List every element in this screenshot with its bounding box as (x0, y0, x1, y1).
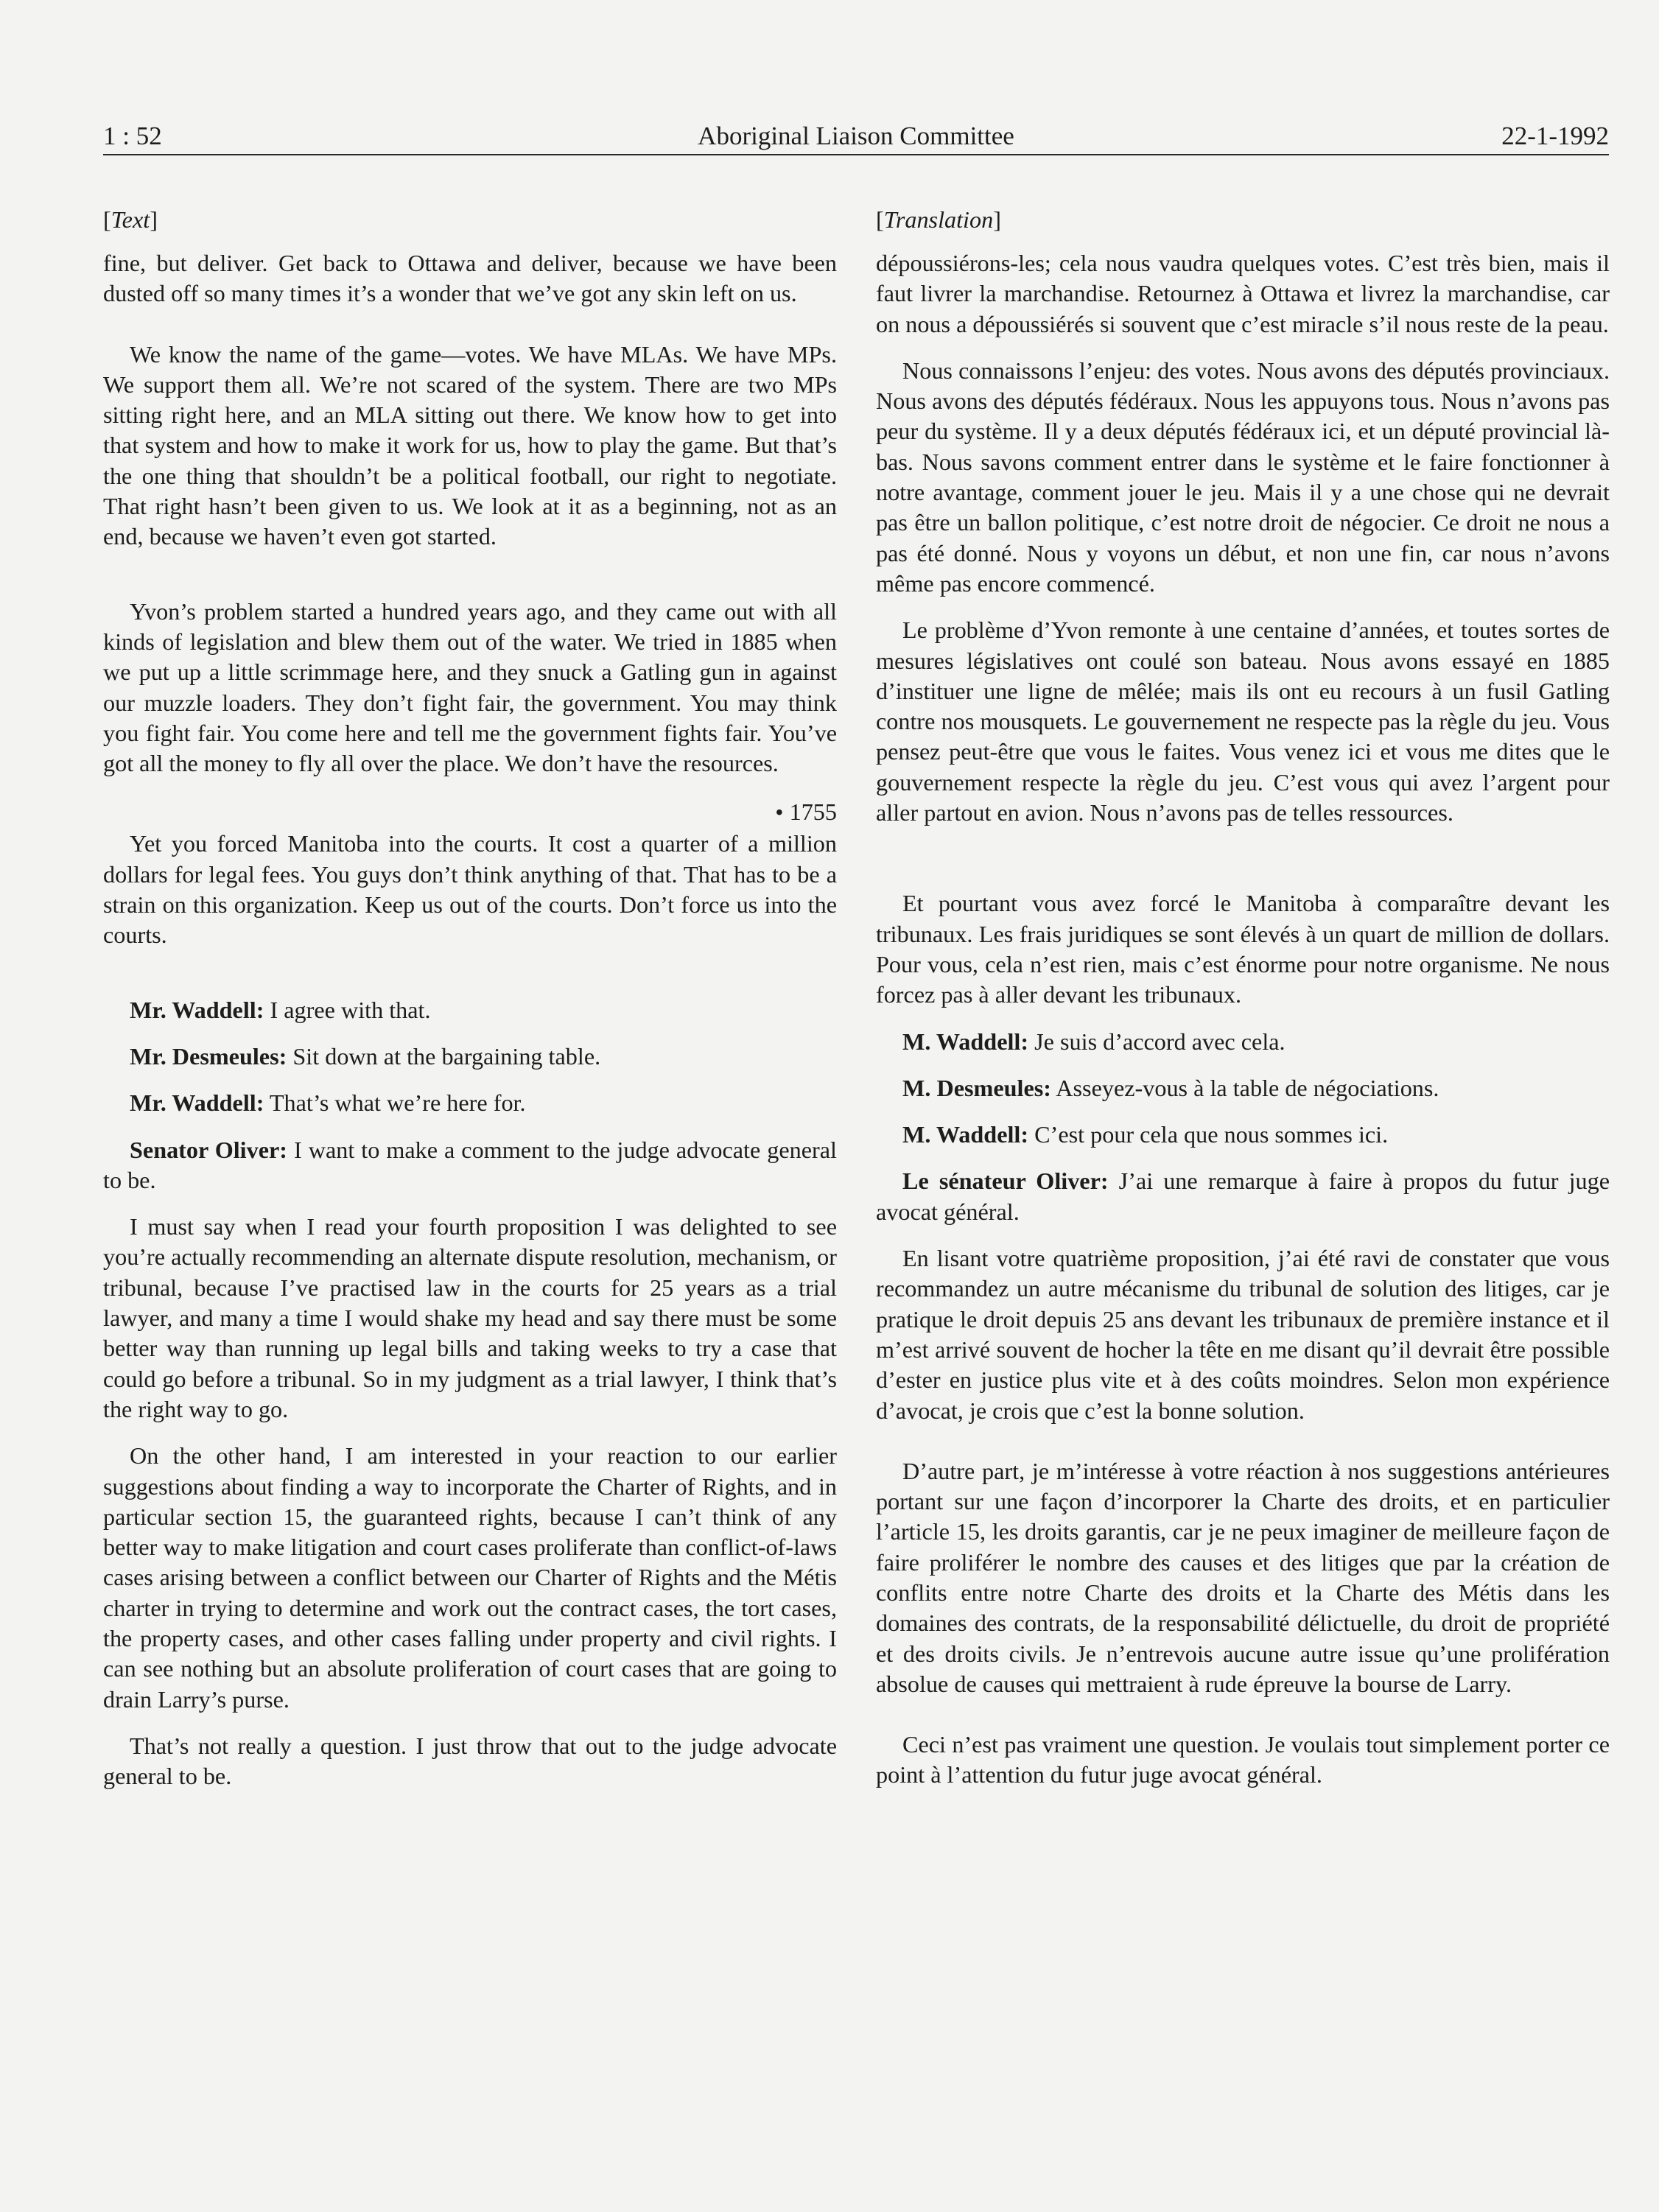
speaker-name: Le sénateur Oliver: (902, 1168, 1109, 1195)
column-label-text: [Text] (103, 206, 158, 233)
speaker-line (103, 1042, 837, 1072)
speaker-name: M. Desmeules: (902, 1074, 1052, 1101)
speaker-name: Senator Oliver: (130, 1136, 288, 1163)
paragraph: Et pourtant vous avez forcé le Manitoba à comparaître devant les tribunaux. Les frais juridiques se sont élevés à un quart de million de dollars. Pour vous, cela n’est rien, mais c’est énorme pour notre organisme. Ne nous forcez pas à aller devant les tribunaux. (876, 890, 1610, 1008)
paragraph: We know the name of the game—votes. We have MLAs. We have MPs. We support them all. We’re not scared of the system. There are two MPs sitting right here, and an MLA sitting out there. We know how to get into that system and how to make it work for us, how to play the game. But that’s the one thing that shouldn’t be a political football, our right to negotiate. That right hasn’t been given to us. We look at it as a beginning, not as an end, because we haven’t even got started. (103, 340, 837, 550)
column-spacer (876, 828, 1610, 872)
speaker-line (876, 1166, 1610, 1227)
speaker-name: M. Waddell: (902, 1028, 1029, 1055)
paragraph: fine, but deliver. Get back to Ottawa and deliver, because we have been dusted off so many times it’s a wonder that we’ve got any skin left on us. (103, 250, 837, 307)
speaker-text: That’s what we’re here for. (264, 1089, 526, 1117)
speaker-line (103, 1088, 837, 1118)
column-label-translation: [Translation] (876, 206, 1001, 233)
header-rule (103, 154, 1609, 155)
speaker-text: J’ai une remarque à faire à propos du futur juge avocat général. (876, 1168, 1610, 1225)
time-marker: • 1755 (775, 798, 837, 826)
paragraph: Ceci n’est pas vraiment une question. Je voulais tout simplement porter ce point à l’attention du futur juge avocat général. (876, 1731, 1610, 1788)
page-number: 1 : 52 (103, 122, 162, 150)
paragraph: dépoussiérons-les; cela nous vaudra quelques votes. C’est très bien, mais il faut livrer la marchandise. Retournez à Ottawa et livrez la marchandise, car on nous a dépoussiérés si souvent que c’est miracle s’il nous reste de la peau. (876, 250, 1610, 337)
english-text-column (103, 203, 837, 1791)
speaker-text: Asseyez-vous à la table de négociations. (1051, 1074, 1439, 1101)
speaker-line (876, 1027, 1610, 1057)
committee-title: Aboriginal Liaison Committee (698, 122, 1014, 150)
running-header (103, 118, 1609, 155)
speaker-text: I agree with that. (264, 996, 431, 1023)
speaker-line (103, 995, 837, 1025)
paragraph: On the other hand, I am interested in your reaction to our earlier suggestions about finding a way to incorporate the Charter of Rights, and in particular section 15, the guaranteed rights, because I can’t think of any better way to make litigation and court cases proliferate than conflict-of-laws cases arising between a conflict between our Charter of Rights and the Métis charter in trying to determine and work out the contract cases, the tort cases, the property cases, and other cases falling under property and civil rights. I can see nothing but an absolute proliferation of court cases that are going to drain Larry’s purse. (103, 1442, 837, 1713)
speaker-text: Sit down at the bargaining table. (287, 1042, 601, 1070)
speaker-line (103, 1135, 837, 1196)
speaker-text: Je suis d’accord avec cela. (1028, 1028, 1286, 1055)
speaker-name: Mr. Waddell: (130, 996, 264, 1023)
speaker-name: Mr. Desmeules: (130, 1042, 287, 1070)
speaker-line (876, 1120, 1610, 1150)
paragraph: I must say when I read your fourth proposition I was delighted to see you’re actually recommending an alternate dispute resolution, mechanism, or tribunal, because I’ve practised law in the courts for 25 years as a trial lawyer, and many a time I would shake my head and say there must be some better way than running up legal bills and taking weeks to try a case that could go before a tribunal. So in my judgment as a trial lawyer, I think that’s the right way to go. (103, 1213, 837, 1422)
paragraph: En lisant votre quatrième proposition, j’ai été ravi de constater que vous recommandez un autre mécanisme du tribunal de solution des litiges, car je pratique le droit depuis 25 ans devant les tribunaux de première instance et il m’est arrivé souvent de hocher la tête en me disant qu’il devrait être possible d’ester en justice plus vite et à des coûts moindres. Selon mon expérience d’avocat, je crois que c’est la bonne solution. (876, 1245, 1610, 1424)
paragraph: Nous connaissons l’enjeu: des votes. Nous avons des députés provinciaux. Nous avons des députés fédéraux. Nous les appuyons tous. Nous n’avons pas peur du système. Il y a deux députés fédéraux ici, et un député provincial là-bas. Nous savons comment entrer dans le système et le faire fonctionner à notre avantage, comment jouer le jeu. Mais il y a une chose qui ne devrait pas être un ballon politique, c’est notre droit de négocier. Ce droit ne nous a pas été donné. Nous y voyons un début, et non une fin, car nous n’avons même pas encore commencé. (876, 357, 1610, 597)
paragraph: Yet you forced Manitoba into the courts. It cost a quarter of a million dollars for legal fees. You guys don’t think anything of that. That has to be a strain on this organization. Keep us out of the courts. Don’t force us into the courts. (103, 830, 837, 949)
speaker-name: M. Waddell: (902, 1121, 1029, 1148)
paragraph: D’autre part, je m’intéresse à votre réaction à nos suggestions antérieures portant sur une façon d’incorporer la Charte des droits, et en particulier l’article 15, les droits garantis, car je ne peux imaginer de meilleure façon de faire proliférer le nombre des causes et des litiges que par la création de conflits entre notre Charte des droits et la Charte des Métis dans les domaines des contrats, de la responsabilité délictuelle, du droit de propriété et des droits civils. Je n’entrevois aucune autre issue qu’une prolifération absolue de causes qui mettraient à rude épreuve la bourse de Larry. (876, 1457, 1610, 1697)
paragraph: Yvon’s problem started a hundred years ago, and they came out with all kinds of legislation and blew them out of the water. We tried in 1885 when we put up a little scrimmage here, and they snuck a Gatling gun in against our muzzle loaders. They don’t fight fair, the government. You may think you fight fair. You come here and tell me the government fights fair. You’ve got all the money to fly all over the place. We don’t have the resources. (103, 597, 837, 777)
french-translation-column (876, 203, 1610, 1791)
speaker-text: I want to make a comment to the judge advocate general to be. (103, 1136, 837, 1193)
speaker-name: Mr. Waddell: (130, 1089, 264, 1117)
speaker-line (876, 1073, 1610, 1103)
paragraph: Le problème d’Yvon remonte à une centaine d’années, et toutes sortes de mesures législatives ont coulé son bateau. Nous avons essayé en 1885 d’instituer une ligne de mêlée; mais ils ont eu recours à un fusil Gatling contre nos mousquets. Le gouvernement ne respecte pas la règle du jeu. Vous pensez peut-être que vous le faites. Vous venez ici et vous me dites que le gouvernement respecte la règle du jeu. C’est vous qui avez l’argent pour aller partout en avion. Nous n’avons pas de telles ressources. (876, 617, 1610, 826)
paragraph: That’s not really a question. I just throw that out to the judge advocate general to be. (103, 1732, 837, 1790)
meeting-date: 22-1-1992 (1501, 122, 1609, 150)
speaker-text: C’est pour cela que nous sommes ici. (1028, 1121, 1389, 1148)
